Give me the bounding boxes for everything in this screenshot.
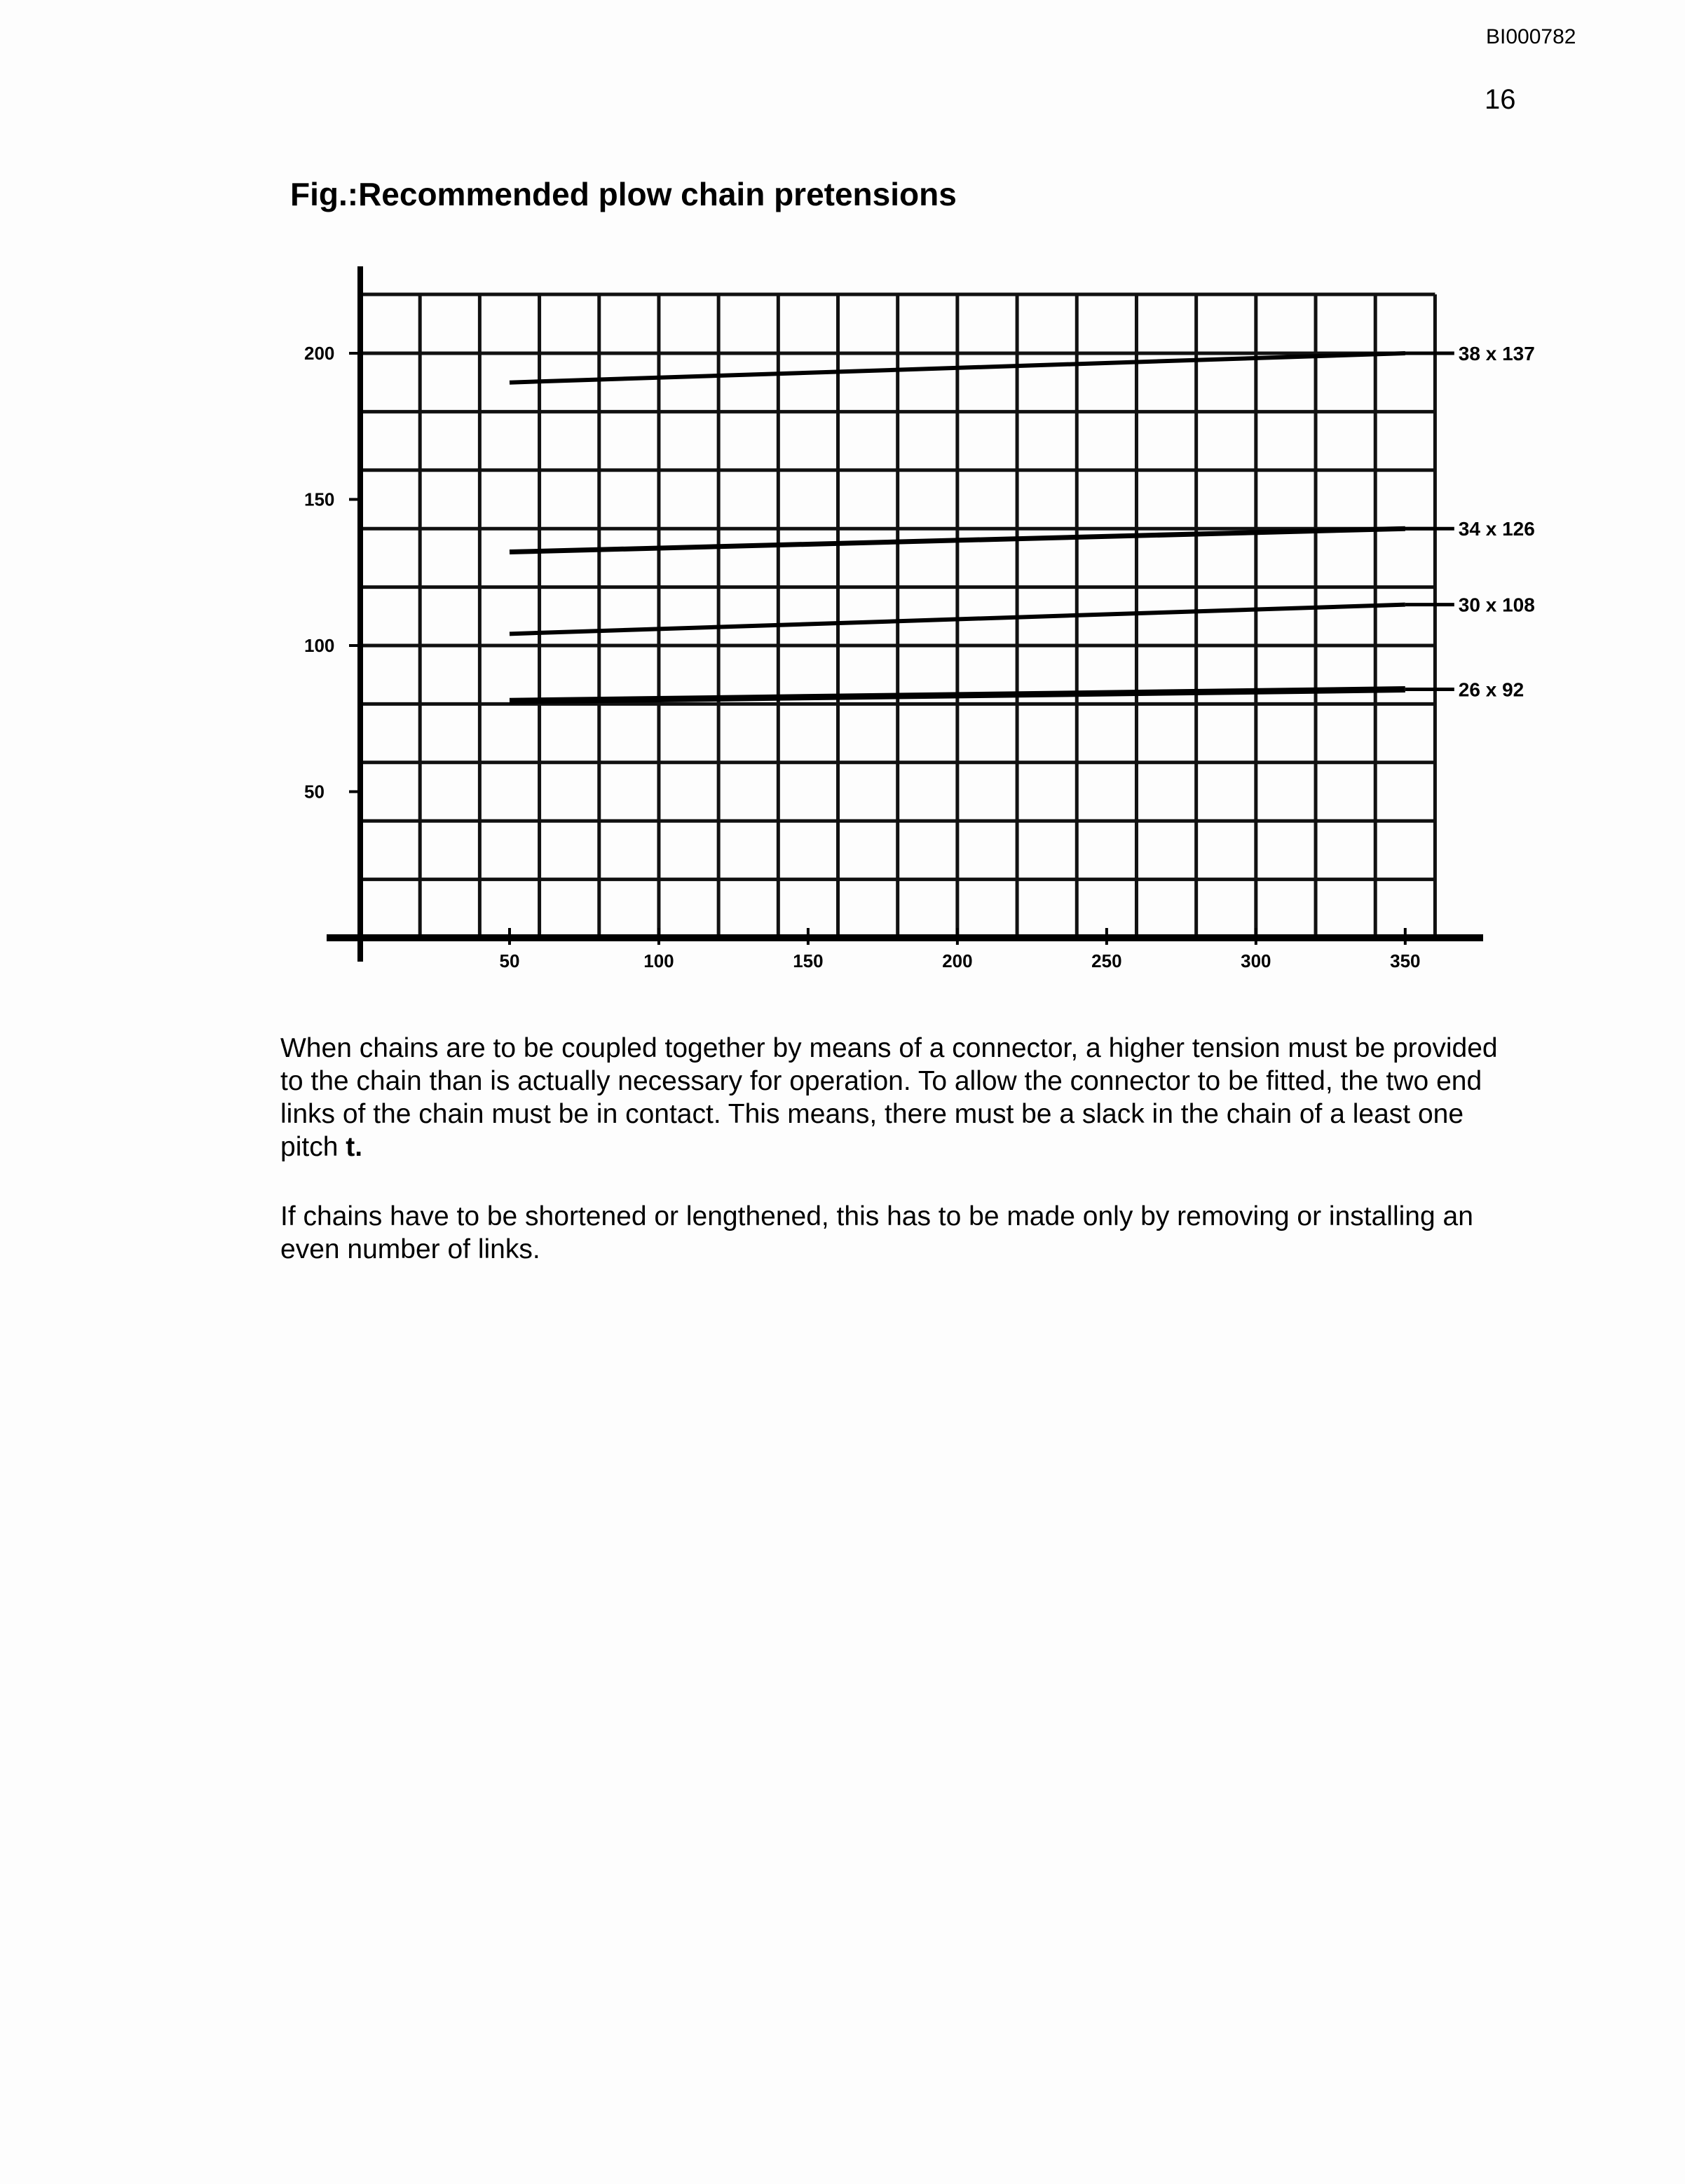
page-number: 16 xyxy=(1485,84,1516,115)
series-label: 34 x 126 xyxy=(1458,518,1535,540)
tick-labels xyxy=(304,343,1421,971)
paragraph-shortening: If chains have to be shortened or lengthened, this has to be made only by removing or installing an even number of links. xyxy=(280,1201,1473,1264)
series-label: 30 x 108 xyxy=(1458,594,1535,616)
figure-title: Fig.:Recommended plow chain pretensions xyxy=(290,176,957,212)
x-tick-label: 350 xyxy=(1390,950,1421,971)
pretension-chart xyxy=(0,0,1685,995)
pitch-symbol: t. xyxy=(346,1132,363,1162)
y-tick-label: 50 xyxy=(304,781,325,803)
paragraph-connector-text: When chains are to be coupled together by means of a connector, a higher tension must be provided to the chain than is actually necessary for operation. To allow the connector to be fitted, the two end links of the chain must be in contact. This means, there must be a slack in the chain of a least one pitch xyxy=(280,1033,1498,1162)
y-tick-label: 200 xyxy=(304,343,335,364)
series-label: 38 x 137 xyxy=(1458,343,1535,364)
x-tick-label: 150 xyxy=(793,950,824,971)
y-tick-label: 150 xyxy=(304,489,335,510)
y-tick-label: 100 xyxy=(304,635,335,656)
x-tick-label: 300 xyxy=(1241,950,1271,971)
series-label: 26 x 92 xyxy=(1458,678,1524,701)
x-tick-label: 50 xyxy=(499,950,520,971)
x-tick-label: 250 xyxy=(1091,950,1122,971)
paragraph-connector xyxy=(280,1032,1514,1163)
chart-grid xyxy=(360,294,1435,938)
x-tick-label: 100 xyxy=(643,950,674,971)
x-tick-label: 200 xyxy=(942,950,973,971)
document-id: BI000782 xyxy=(1486,25,1576,48)
